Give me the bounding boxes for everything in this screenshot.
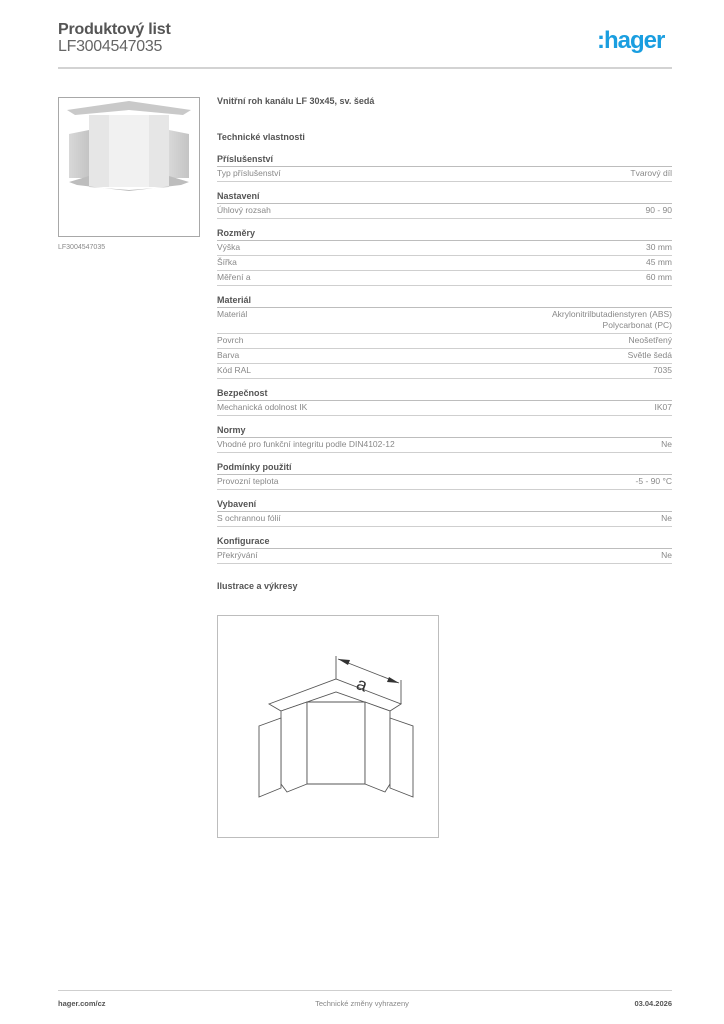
spec-label: Překrývání (217, 550, 258, 560)
group-title: Materiál (217, 295, 672, 308)
footer-notice: Technické změny vyhrazeny (315, 999, 409, 1008)
spec-row (217, 167, 672, 182)
spec-value: 60 mm (646, 272, 672, 282)
spec-value: Ne (661, 513, 672, 523)
spec-row (217, 241, 672, 256)
spec-value: 90 - 90 (645, 205, 672, 215)
group-title: Rozměry (217, 228, 672, 241)
spec-label: Úhlový rozsah (217, 205, 271, 215)
spec-label: Šířka (217, 257, 237, 267)
product-code: LF3004547035 (58, 38, 163, 55)
spec-value: Světle šedá (627, 350, 672, 360)
spec-value: Neošetřený (628, 335, 672, 345)
spec-label: Kód RAL (217, 365, 252, 375)
spec-label: Měření a (217, 272, 251, 282)
spec-value: Ne (661, 439, 672, 449)
spec-group-vybaveni (217, 499, 672, 527)
spec-value-line: Polycarbonat (PC) (602, 320, 672, 330)
page-title: Produktový list (58, 21, 171, 38)
footer-website-link[interactable]: hager.com/cz (58, 999, 106, 1008)
footer-divider (58, 990, 672, 991)
spec-label: Výška (217, 242, 241, 252)
corner-drawing-icon (218, 616, 438, 837)
spec-label: Povrch (217, 335, 244, 345)
spec-group-material (217, 295, 672, 379)
group-title: Bezpečnost (217, 388, 672, 401)
spec-row (217, 549, 672, 564)
spec-row (217, 438, 672, 453)
spec-value: IK07 (654, 402, 672, 412)
spec-group-bezpecnost (217, 388, 672, 416)
spec-value: -5 - 90 °C (635, 476, 672, 486)
spec-row (217, 512, 672, 527)
spec-label: Materiál (217, 309, 248, 319)
group-title: Nastavení (217, 191, 672, 204)
spec-value-line: Akrylonitrilbutadienstyren (ABS) (552, 309, 672, 319)
spec-value: Tvarový díl (630, 168, 672, 178)
specs-column (217, 96, 672, 591)
spec-row (217, 475, 672, 490)
spec-group-rozmery (217, 228, 672, 286)
spec-value: 45 mm (646, 257, 672, 267)
photo-caption: LF3004547035 (58, 244, 106, 251)
spec-value (552, 309, 672, 331)
footer-date: 03.04.2026 (634, 999, 672, 1008)
spec-group-nastaveni (217, 191, 672, 219)
product-name: Vnitřní roh kanálu LF 30x45, sv. šedá (217, 96, 375, 106)
spec-value: Ne (661, 550, 672, 560)
spec-row (217, 204, 672, 219)
corner-piece-photo-icon (59, 98, 199, 236)
group-title: Podmínky použití (217, 462, 672, 475)
spec-label: Mechanická odolnost IK (217, 402, 308, 412)
spec-label: Typ příslušenství (217, 168, 281, 178)
spec-row (217, 334, 672, 349)
spec-row (217, 271, 672, 286)
header-divider (58, 67, 672, 69)
spec-value: 7035 (653, 365, 672, 375)
spec-row (217, 364, 672, 379)
spec-group-konfigurace (217, 536, 672, 564)
group-title: Příslušenství (217, 154, 672, 167)
spec-label: Provozní teplota (217, 476, 279, 486)
spec-group-normy (217, 425, 672, 453)
spec-label: Vhodné pro funkční integritu podle DIN4102-12 (217, 439, 395, 449)
group-title: Konfigurace (217, 536, 672, 549)
spec-row (217, 308, 672, 334)
technical-drawing (217, 615, 439, 838)
spec-label: Barva (217, 350, 240, 360)
spec-row (217, 349, 672, 364)
spec-value: 30 mm (646, 242, 672, 252)
spec-label: S ochrannou fólií (217, 513, 281, 523)
product-photo (58, 97, 200, 237)
spec-group-podminky (217, 462, 672, 490)
spec-row (217, 401, 672, 416)
spec-group-prislusenstvi (217, 154, 672, 182)
group-title: Normy (217, 425, 672, 438)
hager-logo[interactable]: :hager (597, 27, 665, 54)
illustrations-heading: Ilustrace a výkresy (217, 581, 298, 591)
tech-heading: Technické vlastnosti (217, 132, 305, 142)
group-title: Vybavení (217, 499, 672, 512)
spec-row (217, 256, 672, 271)
svg-text:a: a (353, 673, 371, 696)
